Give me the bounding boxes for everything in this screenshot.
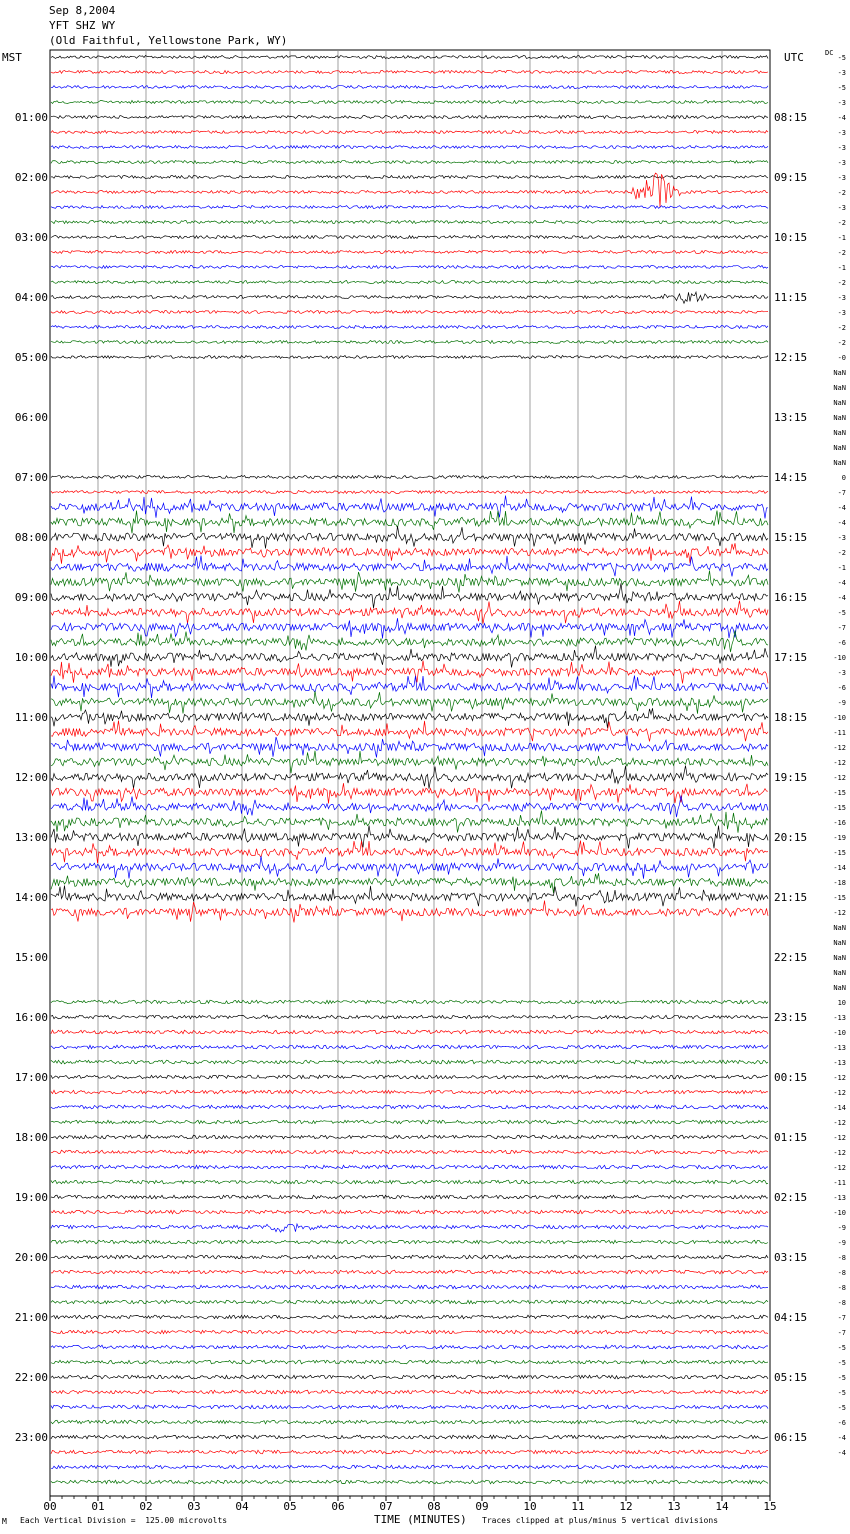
x-tick-label: 02 <box>139 1500 153 1513</box>
dc-offset-value: -2 <box>837 189 846 197</box>
trace-row <box>51 1345 768 1349</box>
dc-offset-value: -2 <box>837 279 846 287</box>
dc-offset-value: NaN <box>833 924 846 932</box>
trace-row <box>51 1165 768 1169</box>
dc-offset-value: -10 <box>833 654 846 662</box>
dc-offset-value: -12 <box>833 759 846 767</box>
dc-offset-value: -15 <box>833 804 846 812</box>
trace-row <box>51 131 768 134</box>
dc-offset-value: -5 <box>837 1374 846 1382</box>
hour-label-left: 18:00 <box>14 1131 48 1144</box>
trace-row <box>51 1000 768 1004</box>
trace-row <box>51 292 768 303</box>
hour-label-right: 23:15 <box>774 1011 808 1024</box>
hour-label-right: 06:15 <box>774 1431 808 1444</box>
hour-label-right: 19:15 <box>774 771 808 784</box>
trace-row <box>51 511 768 534</box>
trace-row <box>51 101 768 104</box>
hour-label-left: 20:00 <box>14 1251 48 1264</box>
trace-row <box>51 1030 768 1034</box>
dc-offset-value: -10 <box>833 1209 846 1217</box>
trace-row <box>51 491 768 494</box>
hour-label-right: 09:15 <box>774 171 808 184</box>
trace-row <box>51 86 768 89</box>
x-axis-title: TIME (MINUTES) <box>374 1513 467 1526</box>
trace-row <box>51 281 768 284</box>
dc-offset-value: -15 <box>833 894 846 902</box>
trace-row <box>51 873 768 893</box>
hour-label-left: 13:00 <box>14 831 48 844</box>
trace-row <box>51 476 768 479</box>
plot-date: Sep 8,2004 <box>49 4 116 17</box>
trace-row <box>51 1015 768 1019</box>
dc-offset-value: -14 <box>833 1104 846 1112</box>
trace-row <box>51 221 768 224</box>
dc-offset-value: -3 <box>837 294 846 302</box>
hour-label-left: 10:00 <box>14 651 48 664</box>
trace-row <box>51 1150 768 1154</box>
hour-label-right: 08:15 <box>774 111 808 124</box>
hour-label-left: 19:00 <box>14 1191 48 1204</box>
hour-label-left: 04:00 <box>14 291 48 304</box>
trace-row <box>51 1195 768 1199</box>
dc-offset-value: -14 <box>833 864 846 872</box>
trace-row <box>51 618 768 638</box>
trace-row <box>51 886 768 907</box>
hour-label-left: 15:00 <box>14 951 48 964</box>
dc-offset-value: -11 <box>833 1179 846 1187</box>
hour-label-right: 00:15 <box>774 1071 808 1084</box>
dc-offset-value: -9 <box>837 1239 846 1247</box>
trace-row <box>51 1390 768 1394</box>
dc-offset-value: -1 <box>837 264 846 272</box>
hour-label-left: 01:00 <box>14 111 48 124</box>
dc-offset-value: -4 <box>837 594 846 602</box>
dc-offset-value: -3 <box>837 534 846 542</box>
dc-offset-value: -1 <box>837 234 846 242</box>
dc-offset-value: -4 <box>837 504 846 512</box>
trace-row <box>51 601 768 624</box>
x-tick-label: 15 <box>763 1500 777 1513</box>
trace-row <box>51 556 768 577</box>
hour-label-right: 01:15 <box>774 1131 808 1144</box>
dc-label: DC <box>825 49 834 57</box>
dc-offset-value: -3 <box>837 129 846 137</box>
trace-row <box>51 161 768 164</box>
trace-row <box>51 1330 768 1334</box>
hour-label-right: 10:15 <box>774 231 808 244</box>
dc-offset-value: -4 <box>837 1434 846 1442</box>
hour-label-left: 03:00 <box>14 231 48 244</box>
hour-label-right: 17:15 <box>774 651 808 664</box>
dc-offset-value: NaN <box>833 384 846 392</box>
dc-offset-value: -4 <box>837 1449 846 1457</box>
trace-row <box>51 856 768 879</box>
hour-label-right: 22:15 <box>774 951 808 964</box>
trace-row <box>51 841 768 864</box>
dc-offset-value: -3 <box>837 204 846 212</box>
trace-row <box>51 708 768 728</box>
dc-offset-value: -18 <box>833 879 846 887</box>
corner-mark: M <box>2 1517 7 1526</box>
hour-label-left: 16:00 <box>14 1011 48 1024</box>
trace-row <box>51 1210 768 1214</box>
trace-row <box>51 526 768 549</box>
trace-row <box>51 56 768 59</box>
hour-label-right: 11:15 <box>774 291 808 304</box>
dc-offset-value: 10 <box>837 999 846 1007</box>
trace-row <box>51 326 768 329</box>
x-tick-label: 05 <box>283 1500 297 1513</box>
trace-row <box>51 1255 768 1259</box>
dc-offset-value: -3 <box>837 309 846 317</box>
dc-offset-value: -3 <box>837 69 846 77</box>
dc-offset-value: NaN <box>833 969 846 977</box>
trace-row <box>51 811 768 833</box>
dc-offset-value: -2 <box>837 249 846 257</box>
trace-row <box>51 71 768 74</box>
trace-row <box>51 1180 768 1184</box>
x-tick-label: 13 <box>667 1500 681 1513</box>
dc-offset-value: -7 <box>837 489 846 497</box>
hour-label-left: 11:00 <box>14 711 48 724</box>
dc-offset-value: -12 <box>833 1119 846 1127</box>
trace-row <box>51 1420 768 1424</box>
trace-row <box>51 236 768 239</box>
dc-offset-value: -10 <box>833 714 846 722</box>
hour-label-right: 18:15 <box>774 711 808 724</box>
dc-offset-value: -0 <box>837 354 846 362</box>
dc-offset-value: -9 <box>837 1224 846 1232</box>
station-code: YFT SHZ WY <box>49 19 116 32</box>
trace-row <box>51 1060 768 1064</box>
trace-row <box>51 901 768 923</box>
dc-offset-value: -6 <box>837 684 846 692</box>
dc-offset-value: NaN <box>833 984 846 992</box>
dc-offset-value: NaN <box>833 369 846 377</box>
trace-row <box>51 1285 768 1289</box>
dc-offset-value: NaN <box>833 414 846 422</box>
trace-row <box>51 766 768 789</box>
dc-offset-value: -12 <box>833 909 846 917</box>
dc-offset-value: -11 <box>833 729 846 737</box>
hour-label-left: 14:00 <box>14 891 48 904</box>
trace-row <box>51 783 768 803</box>
trace-row <box>51 1224 768 1232</box>
x-tick-label: 00 <box>43 1500 57 1513</box>
dc-offset-value: -8 <box>837 1269 846 1277</box>
hour-label-left: 02:00 <box>14 171 48 184</box>
trace-row <box>51 116 768 119</box>
dc-offset-value: -12 <box>833 774 846 782</box>
x-tick-label: 11 <box>571 1500 585 1513</box>
hour-label-left: 05:00 <box>14 351 48 364</box>
trace-row <box>51 176 768 179</box>
trace-row <box>51 206 768 209</box>
x-tick-label: 07 <box>379 1500 393 1513</box>
hour-label-right: 13:15 <box>774 411 808 424</box>
dc-offset-value: -3 <box>837 669 846 677</box>
dc-offset-value: -12 <box>833 1089 846 1097</box>
trace-row <box>51 1105 768 1109</box>
trace-row <box>51 1375 768 1379</box>
trace-row <box>51 146 768 149</box>
hour-label-left: 21:00 <box>14 1311 48 1324</box>
dc-offset-value: -16 <box>833 819 846 827</box>
dc-offset-value: -12 <box>833 744 846 752</box>
trace-row <box>51 341 768 344</box>
hour-label-right: 14:15 <box>774 471 808 484</box>
hour-label-right: 12:15 <box>774 351 808 364</box>
hour-label-right: 16:15 <box>774 591 808 604</box>
hour-label-right: 21:15 <box>774 891 808 904</box>
dc-offset-value: -13 <box>833 1059 846 1067</box>
hour-label-left: 12:00 <box>14 771 48 784</box>
dc-offset-value: -3 <box>837 174 846 182</box>
dc-offset-value: -6 <box>837 639 846 647</box>
hour-label-right: 04:15 <box>774 1311 808 1324</box>
hour-label-left: 17:00 <box>14 1071 48 1084</box>
dc-offset-value: NaN <box>833 954 846 962</box>
trace-row <box>51 311 768 314</box>
trace-row <box>51 1405 768 1409</box>
dc-offset-value: -1 <box>837 564 846 572</box>
dc-offset-value: -7 <box>837 1314 846 1322</box>
trace-row <box>51 1300 768 1304</box>
dc-offset-value: -12 <box>833 1074 846 1082</box>
dc-offset-value: -3 <box>837 144 846 152</box>
scale-note: Each Vertical Division = 125.00 microvolts <box>20 1516 228 1525</box>
dc-offset-value: -12 <box>833 1149 846 1157</box>
trace-row <box>51 1480 768 1484</box>
trace-row <box>51 1360 768 1364</box>
dc-offset-value: -13 <box>833 1044 846 1052</box>
trace-row <box>51 676 768 699</box>
dc-offset-value: -5 <box>837 609 846 617</box>
dc-offset-value: -8 <box>837 1254 846 1262</box>
dc-offset-value: -5 <box>837 84 846 92</box>
dc-offset-value: -7 <box>837 624 846 632</box>
trace-row <box>51 356 768 359</box>
left-timezone-label: MST <box>2 51 22 64</box>
x-tick-label: 12 <box>619 1500 633 1513</box>
trace-row <box>51 1090 768 1094</box>
dc-offset-value: NaN <box>833 444 846 452</box>
trace-row <box>51 721 768 742</box>
hour-label-right: 02:15 <box>774 1191 808 1204</box>
dc-offset-value: -3 <box>837 159 846 167</box>
hour-label-right: 20:15 <box>774 831 808 844</box>
dc-offset-value: -5 <box>837 1404 846 1412</box>
trace-row <box>51 826 768 849</box>
trace-row <box>51 1120 768 1124</box>
trace-row <box>51 1240 768 1244</box>
trace-row <box>51 266 768 269</box>
dc-offset-value: -12 <box>833 1164 846 1172</box>
dc-offset-value: -8 <box>837 1299 846 1307</box>
dc-offset-value: -8 <box>837 1284 846 1292</box>
dc-offset-value: -15 <box>833 789 846 797</box>
dc-offset-value: -6 <box>837 1419 846 1427</box>
trace-row <box>51 1315 768 1319</box>
trace-row <box>51 691 768 714</box>
dc-offset-value: -13 <box>833 1194 846 1202</box>
dc-offset-value: -19 <box>833 834 846 842</box>
dc-offset-value: -7 <box>837 1329 846 1337</box>
trace-row <box>51 571 768 593</box>
x-tick-label: 04 <box>235 1500 249 1513</box>
dc-offset-value: NaN <box>833 429 846 437</box>
dc-offset-value: -5 <box>837 1344 846 1352</box>
hour-label-left: 09:00 <box>14 591 48 604</box>
x-tick-label: 10 <box>523 1500 537 1513</box>
hour-label-right: 05:15 <box>774 1371 808 1384</box>
dc-offset-value: -4 <box>837 519 846 527</box>
right-timezone-label: UTC <box>784 51 804 64</box>
dc-offset-value: -15 <box>833 849 846 857</box>
dc-offset-value: -2 <box>837 219 846 227</box>
trace-row <box>51 1135 768 1139</box>
dc-offset-value: -4 <box>837 579 846 587</box>
trace-row <box>51 1450 768 1454</box>
dc-offset-value: -2 <box>837 339 846 347</box>
trace-row <box>51 543 768 564</box>
hour-label-right: 15:15 <box>774 531 808 544</box>
hour-label-left: 07:00 <box>14 471 48 484</box>
dc-offset-value: -3 <box>837 99 846 107</box>
trace-row <box>51 1435 768 1439</box>
dc-offset-value: -12 <box>833 1134 846 1142</box>
station-location: (Old Faithful, Yellowstone Park, WY) <box>49 34 288 47</box>
dc-offset-value: -2 <box>837 549 846 557</box>
dc-offset-value: NaN <box>833 939 846 947</box>
dc-offset-value: -13 <box>833 1014 846 1022</box>
trace-row <box>51 583 768 608</box>
hour-label-right: 03:15 <box>774 1251 808 1264</box>
clip-note: Traces clipped at plus/minus 5 vertical divisions <box>482 1516 719 1525</box>
x-tick-label: 03 <box>187 1500 201 1513</box>
hour-label-left: 08:00 <box>14 531 48 544</box>
trace-row <box>51 251 768 254</box>
trace-row <box>51 661 768 684</box>
hour-label-left: 23:00 <box>14 1431 48 1444</box>
trace-row <box>51 646 768 668</box>
dc-offset-value: -2 <box>837 324 846 332</box>
dc-offset-value: -5 <box>837 54 846 62</box>
trace-row <box>51 751 768 774</box>
hour-label-left: 22:00 <box>14 1371 48 1384</box>
dc-offset-value: NaN <box>833 399 846 407</box>
trace-row <box>51 1045 768 1049</box>
hour-label-left: 06:00 <box>14 411 48 424</box>
dc-offset-value: -10 <box>833 1029 846 1037</box>
trace-row <box>51 630 768 652</box>
x-tick-label: 14 <box>715 1500 729 1513</box>
trace-row <box>51 1465 768 1469</box>
dc-offset-value: -9 <box>837 699 846 707</box>
x-tick-label: 06 <box>331 1500 345 1513</box>
dc-offset-value: -5 <box>837 1359 846 1367</box>
dc-offset-value: NaN <box>833 459 846 467</box>
dc-offset-value: -5 <box>837 1389 846 1397</box>
trace-row <box>51 795 768 817</box>
dc-offset-value: 0 <box>841 474 846 482</box>
dc-offset-value: -4 <box>837 114 846 122</box>
trace-row <box>51 1075 768 1079</box>
x-tick-label: 01 <box>91 1500 105 1513</box>
x-tick-label: 08 <box>427 1500 441 1513</box>
trace-row <box>51 1270 768 1274</box>
x-tick-label: 09 <box>475 1500 489 1513</box>
